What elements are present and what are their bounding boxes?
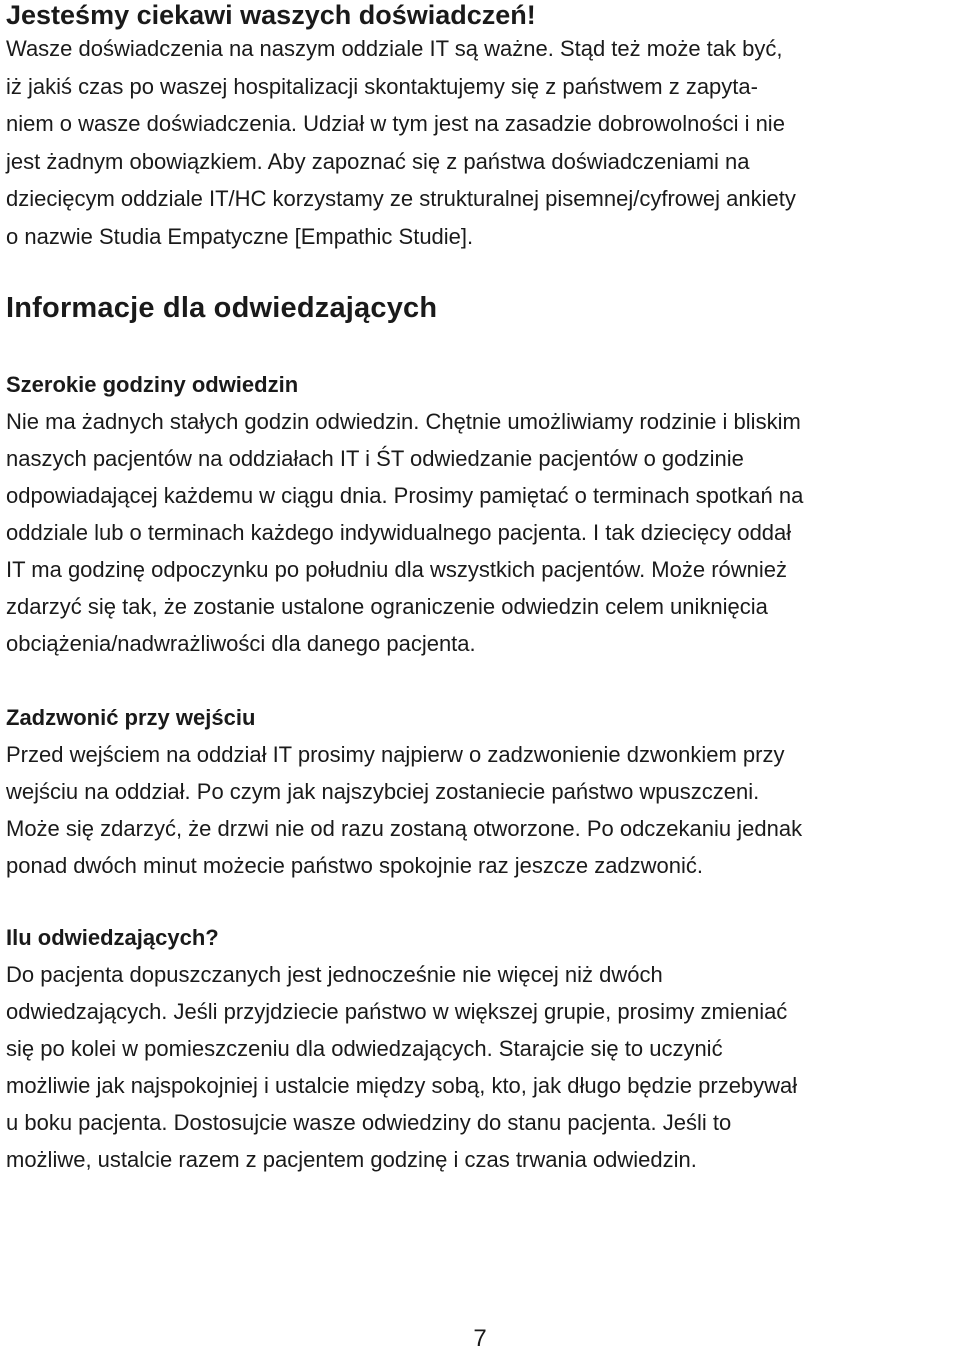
visiting-hours-block (6, 366, 958, 662)
ring-bell-heading: Zadzwonić przy wejściu (6, 705, 256, 730)
visitor-count-heading: Ilu odwiedzających? (6, 925, 219, 950)
page-number: 7 (473, 1325, 487, 1352)
ring-bell-text: Przed wejściem na oddział IT prosimy najpierw o zadzwonienie dzwonkiem przy wejściu na oddział. Po czym jak najszybciej zostaniecie państwo wpuszczeni. Może się zdarzyć, że drzwi nie od razu zostaną otworzone. Po odczekaniu jednak ponad dwóch minut możecie państwo spokojnie raz jeszcze zadzwonić. (6, 742, 803, 878)
visiting-hours-heading: Szerokie godziny odwiedzin (6, 372, 299, 397)
intro-title: Jesteśmy ciekawi waszych doświadczeń! (6, 0, 536, 30)
intro-paragraph: Wasze doświadczenia na naszym oddziale IT są ważne. Stąd też może tak być, iż jakiś czas po waszej hospitalizacji skontaktujemy się z państwem z zapyta- niem o wasze doświadczenia. Udział w tym jest na zasadzie dobrowolności i nie jest żadnym obowiązkiem. Aby zapoznać się z państwa doświadczeniami na dziecięcym oddziale IT/HC korzystamy ze strukturalnej pisemnej/cyfrowej ankiety o nazwie Studia Empatyczne [Empathic Studie]. (6, 36, 796, 249)
visitor-count-text: Do pacjenta dopuszczanych jest jednocześnie nie więcej niż dwóch odwiedzających. Jeśli przyjdziecie państwo w większej grupie, prosimy zmieniać się po kolei w pomieszczeniu dla odwiedzających. Starajcie się to uczynić możliwie jak najspokojniej i ustalcie między sobą, kto, jak długo będzie przebywał u boku pacjenta. Dostosujcie wasze odwiedziny do stanu pacjenta. Jeśli to możliwe, ustalcie razem z pacjentem godzinę i czas trwania odwiedzin. (6, 962, 798, 1172)
visitors-section-title: Informacje dla odwiedzających (6, 292, 438, 324)
visiting-hours-text: Nie ma żadnych stałych godzin odwiedzin. Chętnie umożliwiamy rodzinie i bliskim naszych pacjentów na oddziałach IT i ŚT odwiedzanie pacjentów o godzinie odpowiadającej każdemu w ciągu dnia. Prosimy pamiętać o terminach spotkań na oddziale lub o terminach każdego indywidualnego pacjenta. I tak dziecięcy oddał IT ma godzinę odpoczynku po południu dla wszystkich pacjentów. Może również zdarzyć się tak, że zostanie ustalone ograniczenie odwiedzin celem uniknięcia obciążenia/nadwrażliwości dla danego pacjenta. (6, 409, 804, 656)
visitor-count-block (6, 919, 958, 1178)
intro-block (6, 0, 958, 256)
ring-bell-block (6, 699, 958, 884)
